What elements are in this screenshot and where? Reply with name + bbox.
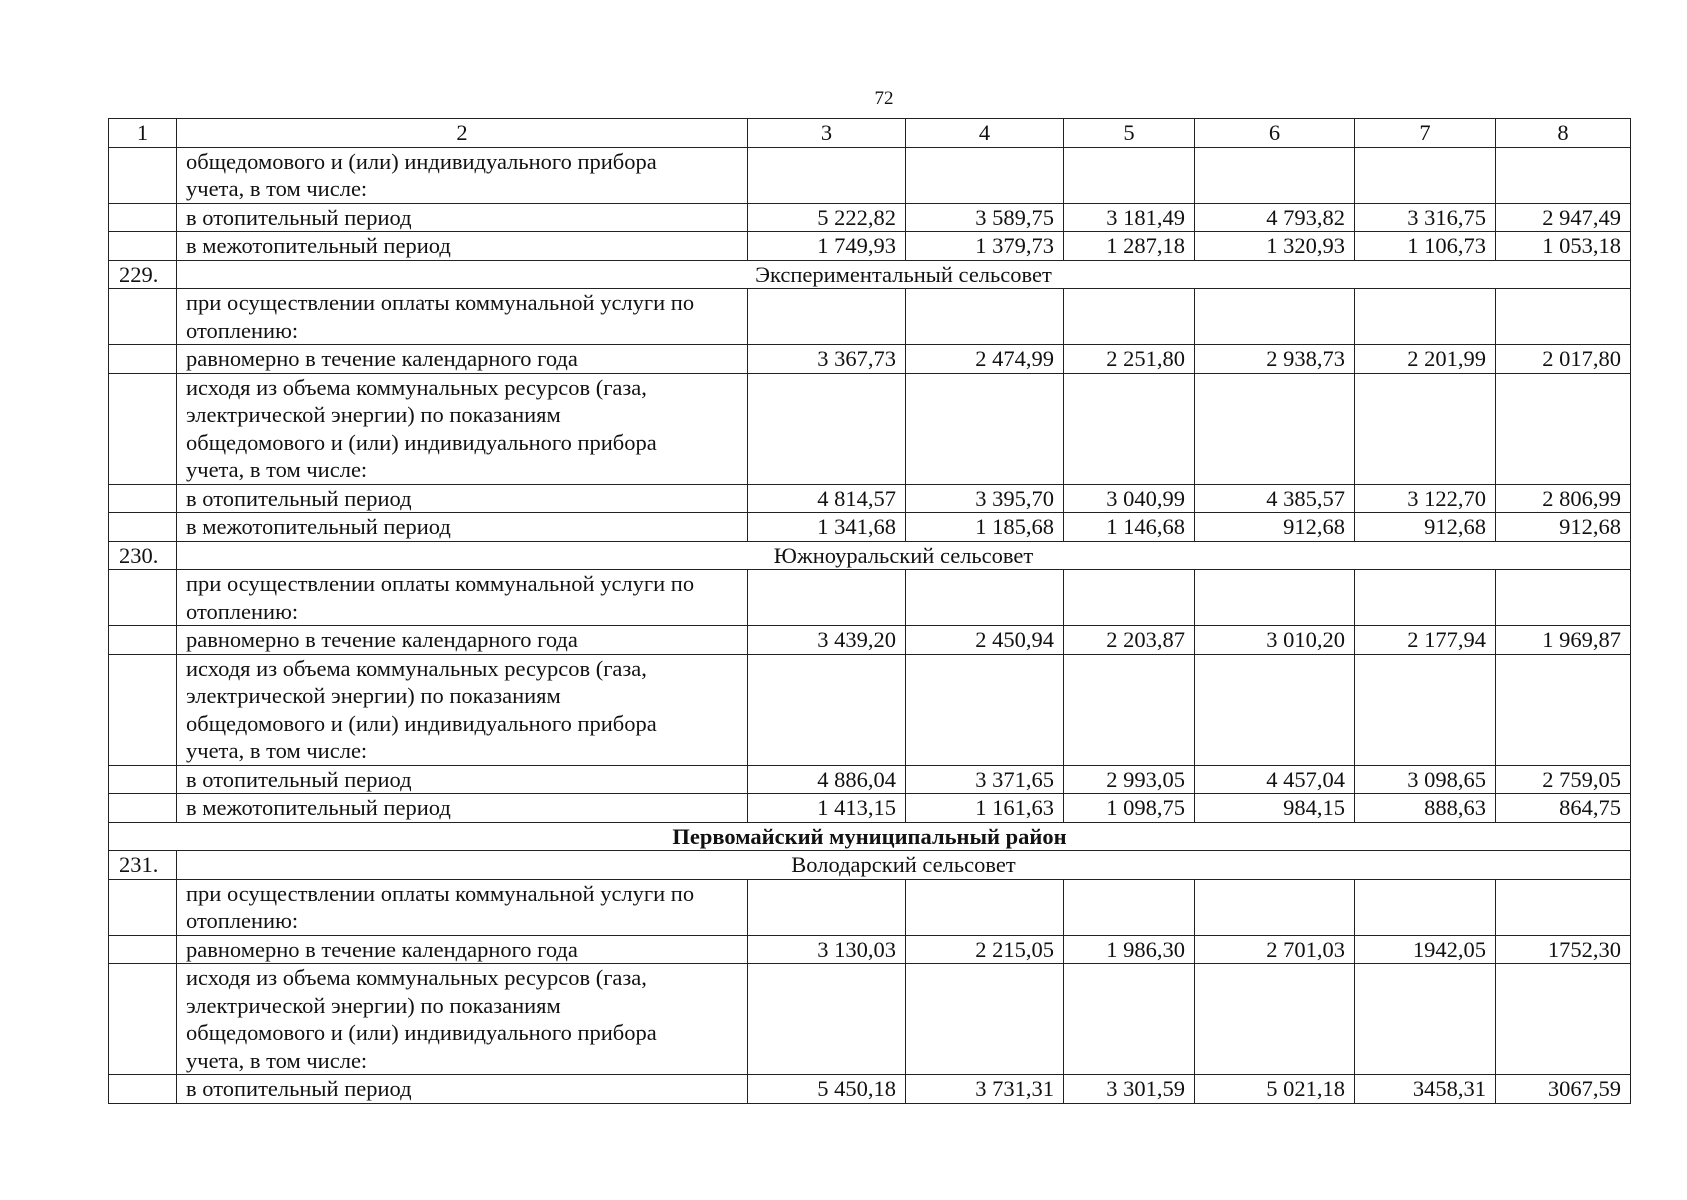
value-cell: 3458,31 [1355, 1075, 1496, 1104]
value-cell: 5 222,82 [748, 203, 906, 232]
value-cell: 2 450,94 [906, 626, 1064, 655]
value-cell: 2 474,99 [906, 345, 1064, 374]
description-row [109, 964, 1631, 1075]
empty-index-cell [109, 513, 177, 542]
description-cell [177, 654, 748, 765]
empty-value-cell [1355, 570, 1496, 626]
description-line: исходя из объема коммунальных ресурсов (газа, [186, 374, 647, 400]
value-cell: 1 379,73 [906, 232, 1064, 261]
value-cell: 1 106,73 [1355, 232, 1496, 261]
description-cell [177, 570, 748, 626]
value-cell: 3 439,20 [748, 626, 906, 655]
value-cell: 3 181,49 [1064, 203, 1195, 232]
value-cell: 2 701,03 [1195, 935, 1355, 964]
value-cell: 3 122,70 [1355, 484, 1496, 513]
tariff-table [108, 118, 1631, 1104]
column-number-cell: 3 [748, 119, 906, 148]
description-line: общедомового и (или) индивидуального прибора [186, 710, 657, 736]
description-line: электрической энергии) по показаниям [186, 402, 561, 427]
value-cell: 2 203,87 [1064, 626, 1195, 655]
value-cell: 3 589,75 [906, 203, 1064, 232]
empty-value-cell [906, 147, 1064, 203]
empty-value-cell [1064, 570, 1195, 626]
empty-index-cell [109, 289, 177, 345]
value-cell: 2 806,99 [1496, 484, 1631, 513]
value-row [109, 484, 1631, 513]
value-row [109, 513, 1631, 542]
empty-value-cell [906, 373, 1064, 484]
empty-value-cell [748, 964, 906, 1075]
empty-value-cell [1195, 570, 1355, 626]
value-row [109, 345, 1631, 374]
empty-value-cell [1064, 654, 1195, 765]
column-number-cell: 4 [906, 119, 1064, 148]
empty-value-cell [1355, 654, 1496, 765]
value-cell: 4 457,04 [1195, 765, 1355, 794]
empty-index-cell [109, 1075, 177, 1104]
description-row [109, 570, 1631, 626]
value-row [109, 232, 1631, 261]
row-label: равномерно в течение календарного года [177, 345, 748, 374]
empty-value-cell [1496, 289, 1631, 345]
description-line: учета, в том числе: [186, 738, 368, 763]
column-number-cell: 1 [109, 119, 177, 148]
value-cell: 3 130,03 [748, 935, 906, 964]
value-cell: 1 161,63 [906, 794, 1064, 823]
description-line: при осуществлении оплаты коммунальной услуги по [186, 571, 695, 596]
row-label: в межотопительный период [177, 513, 748, 542]
column-number-cell: 6 [1195, 119, 1355, 148]
empty-value-cell [1064, 289, 1195, 345]
value-cell: 3 098,65 [1355, 765, 1496, 794]
empty-value-cell [1195, 147, 1355, 203]
description-row [109, 879, 1631, 935]
value-cell: 1 320,93 [1195, 232, 1355, 261]
value-row [109, 935, 1631, 964]
value-cell: 4 793,82 [1195, 203, 1355, 232]
empty-value-cell [906, 570, 1064, 626]
empty-index-cell [109, 964, 177, 1075]
value-cell: 1942,05 [1355, 935, 1496, 964]
section-row [109, 851, 1631, 880]
empty-value-cell [1496, 570, 1631, 626]
empty-index-cell [109, 654, 177, 765]
empty-value-cell [748, 654, 906, 765]
description-line: общедомового и (или) индивидуального прибора [186, 148, 657, 174]
empty-value-cell [1355, 147, 1496, 203]
value-cell: 4 385,57 [1195, 484, 1355, 513]
value-cell: 2 017,80 [1496, 345, 1631, 374]
section-row [109, 260, 1631, 289]
empty-index-cell [109, 203, 177, 232]
value-cell: 1 986,30 [1064, 935, 1195, 964]
empty-index-cell [109, 879, 177, 935]
description-row [109, 373, 1631, 484]
empty-value-cell [906, 654, 1064, 765]
value-cell: 984,15 [1195, 794, 1355, 823]
empty-value-cell [1496, 654, 1631, 765]
value-cell: 1 413,15 [748, 794, 906, 823]
empty-value-cell [1064, 964, 1195, 1075]
empty-index-cell [109, 232, 177, 261]
description-line: отоплению: [186, 908, 299, 933]
row-label: в межотопительный период [177, 232, 748, 261]
description-line: исходя из объема коммунальных ресурсов (газа, [186, 965, 647, 990]
section-index: 231. [109, 851, 177, 880]
empty-value-cell [1064, 879, 1195, 935]
empty-value-cell [906, 289, 1064, 345]
description-cell [177, 373, 748, 484]
value-cell: 4 814,57 [748, 484, 906, 513]
value-cell: 912,68 [1496, 513, 1631, 542]
value-cell: 1 287,18 [1064, 232, 1195, 261]
description-line: исходя из объема коммунальных ресурсов (газа, [186, 655, 647, 681]
value-cell: 1 053,18 [1496, 232, 1631, 261]
row-label: равномерно в течение календарного года [177, 935, 748, 964]
empty-value-cell [1496, 373, 1631, 484]
value-cell: 1 185,68 [906, 513, 1064, 542]
empty-value-cell [1496, 964, 1631, 1075]
section-index: 230. [109, 541, 177, 570]
empty-index-cell [109, 147, 177, 203]
column-number-cell: 5 [1064, 119, 1195, 148]
empty-value-cell [748, 570, 906, 626]
value-cell: 912,68 [1195, 513, 1355, 542]
value-row [109, 203, 1631, 232]
empty-value-cell [1355, 964, 1496, 1075]
column-number-row [109, 119, 1631, 148]
description-cell [177, 147, 748, 203]
empty-index-cell [109, 794, 177, 823]
value-cell: 3 731,31 [906, 1075, 1064, 1104]
empty-value-cell [748, 147, 906, 203]
description-line: общедомового и (или) индивидуального прибора [186, 429, 657, 455]
empty-index-cell [109, 345, 177, 374]
empty-value-cell [748, 879, 906, 935]
value-cell: 2 201,99 [1355, 345, 1496, 374]
value-cell: 4 886,04 [748, 765, 906, 794]
empty-value-cell [1195, 373, 1355, 484]
value-cell: 2 759,05 [1496, 765, 1631, 794]
row-label: в отопительный период [177, 203, 748, 232]
empty-index-cell [109, 570, 177, 626]
description-line: электрической энергии) по показаниям [186, 683, 561, 708]
description-line: электрической энергии) по показаниям [186, 992, 561, 1018]
district-row [109, 822, 1631, 851]
section-title: Южноуральский сельсовет [177, 541, 1631, 570]
description-cell [177, 289, 748, 345]
description-line: учета, в том числе: [186, 176, 368, 201]
value-cell: 3 371,65 [906, 765, 1064, 794]
value-cell: 2 947,49 [1496, 203, 1631, 232]
row-label: в отопительный период [177, 484, 748, 513]
value-cell: 3 040,99 [1064, 484, 1195, 513]
value-cell: 1 749,93 [748, 232, 906, 261]
value-cell: 5 450,18 [748, 1075, 906, 1104]
description-line: при осуществлении оплаты коммунальной услуги по [186, 290, 695, 315]
empty-index-cell [109, 935, 177, 964]
row-label: в межотопительный период [177, 794, 748, 823]
value-cell: 1 341,68 [748, 513, 906, 542]
description-row [109, 147, 1631, 203]
page-number: 72 [874, 88, 894, 109]
section-title: Экспериментальный сельсовет [177, 260, 1631, 289]
empty-index-cell [109, 626, 177, 655]
value-cell: 3 395,70 [906, 484, 1064, 513]
value-cell: 3067,59 [1496, 1075, 1631, 1104]
empty-value-cell [1064, 373, 1195, 484]
value-cell: 2 215,05 [906, 935, 1064, 964]
description-row [109, 654, 1631, 765]
column-number-cell: 7 [1355, 119, 1496, 148]
value-cell: 912,68 [1355, 513, 1496, 542]
value-cell: 5 021,18 [1195, 1075, 1355, 1104]
description-line: отоплению: [186, 317, 299, 343]
row-label: в отопительный период [177, 765, 748, 794]
empty-index-cell [109, 484, 177, 513]
value-cell: 1752,30 [1496, 935, 1631, 964]
section-title: Володарский сельсовет [177, 851, 1631, 880]
empty-value-cell [1195, 964, 1355, 1075]
empty-value-cell [1195, 289, 1355, 345]
value-cell: 2 177,94 [1355, 626, 1496, 655]
value-cell: 2 938,73 [1195, 345, 1355, 374]
value-row [109, 626, 1631, 655]
empty-value-cell [1355, 373, 1496, 484]
section-row [109, 541, 1631, 570]
column-number-cell: 8 [1496, 119, 1631, 148]
value-cell: 1 146,68 [1064, 513, 1195, 542]
description-cell [177, 964, 748, 1075]
column-number-cell: 2 [177, 119, 748, 148]
empty-value-cell [1064, 147, 1195, 203]
empty-index-cell [109, 373, 177, 484]
value-cell: 1 969,87 [1496, 626, 1631, 655]
empty-value-cell [1355, 879, 1496, 935]
value-row [109, 765, 1631, 794]
empty-value-cell [748, 373, 906, 484]
row-label: в отопительный период [177, 1075, 748, 1104]
value-cell: 2 251,80 [1064, 345, 1195, 374]
value-cell: 3 316,75 [1355, 203, 1496, 232]
empty-value-cell [1355, 289, 1496, 345]
value-row [109, 1075, 1631, 1104]
empty-value-cell [1195, 879, 1355, 935]
district-title: Первомайский муниципальный район [109, 822, 1631, 851]
value-cell: 2 993,05 [1064, 765, 1195, 794]
value-cell: 3 301,59 [1064, 1075, 1195, 1104]
empty-index-cell [109, 765, 177, 794]
empty-value-cell [1496, 879, 1631, 935]
description-line: учета, в том числе: [186, 1047, 368, 1073]
description-row [109, 289, 1631, 345]
value-cell: 864,75 [1496, 794, 1631, 823]
table-body [109, 119, 1631, 1104]
value-cell: 3 367,73 [748, 345, 906, 374]
empty-value-cell [906, 879, 1064, 935]
value-row [109, 794, 1631, 823]
value-cell: 3 010,20 [1195, 626, 1355, 655]
row-label: равномерно в течение календарного года [177, 626, 748, 655]
description-line: при осуществлении оплаты коммунальной услуги по [186, 880, 695, 906]
empty-value-cell [906, 964, 1064, 1075]
description-line: общедомового и (или) индивидуального прибора [186, 1020, 657, 1045]
value-cell: 888,63 [1355, 794, 1496, 823]
description-line: отоплению: [186, 598, 299, 624]
empty-value-cell [1195, 654, 1355, 765]
empty-value-cell [1496, 147, 1631, 203]
description-line: учета, в том числе: [186, 457, 368, 482]
section-index: 229. [109, 260, 177, 289]
value-cell: 1 098,75 [1064, 794, 1195, 823]
empty-value-cell [748, 289, 906, 345]
description-cell [177, 879, 748, 935]
